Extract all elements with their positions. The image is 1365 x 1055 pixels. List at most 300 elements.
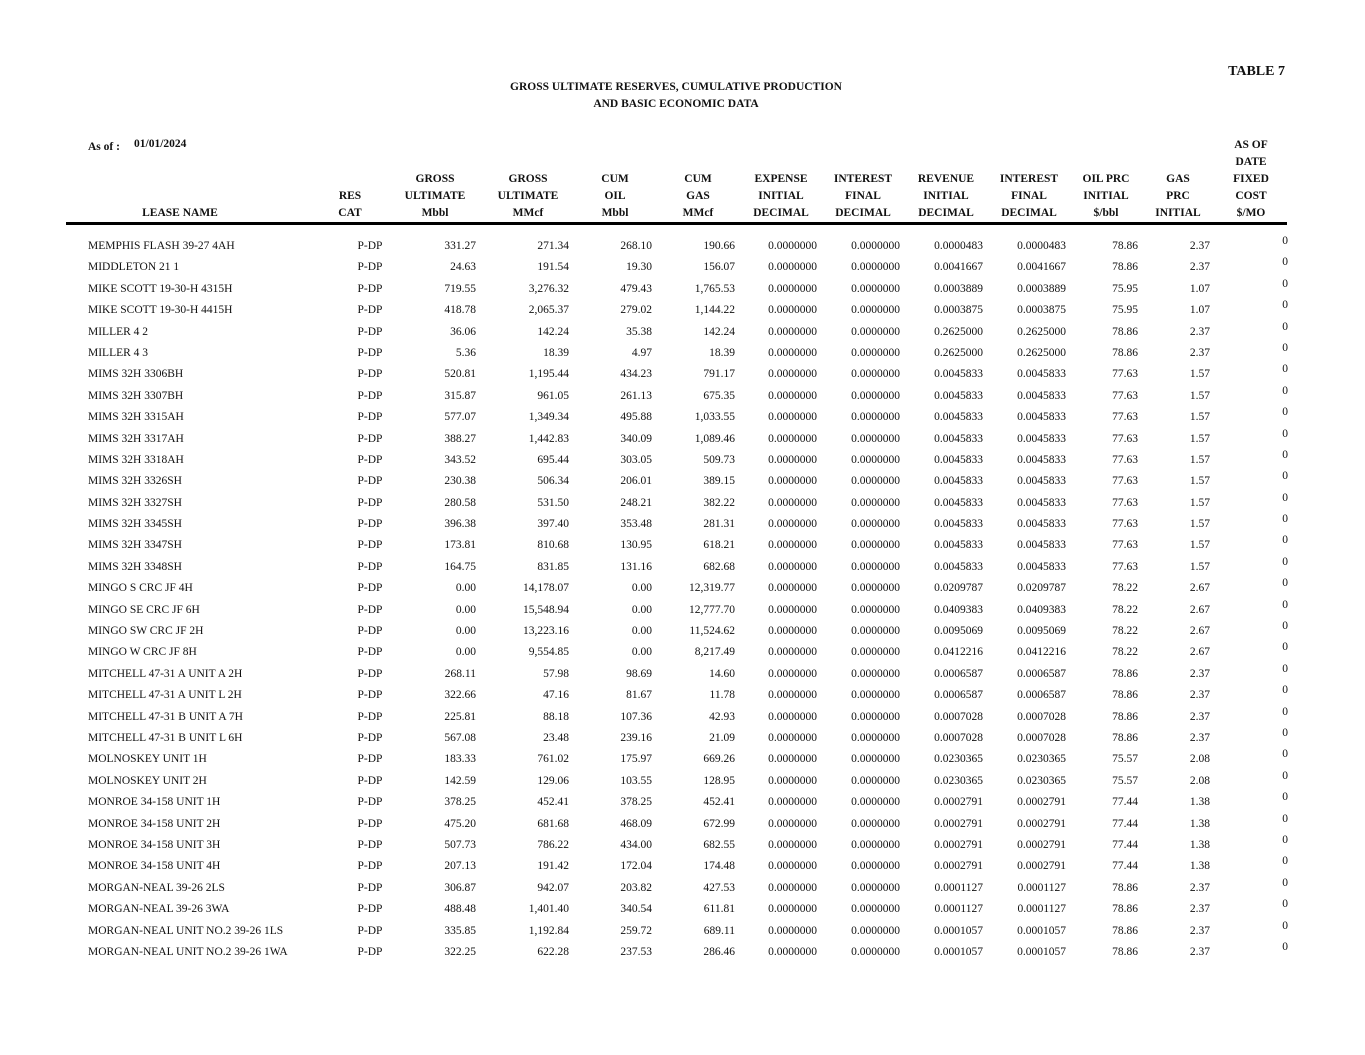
cell-gas-price: 1.57 — [1189, 432, 1210, 445]
cell-interest-final-2: 0.0045833 — [1017, 539, 1066, 552]
cell-res-cat: P-DP — [357, 368, 383, 381]
cell-gas-price: 1.07 — [1189, 304, 1210, 317]
cell-interest-final-1: 0.0000000 — [851, 796, 900, 809]
cell-cum-oil: 434.00 — [620, 838, 652, 851]
cell-interest-final-1: 0.0000000 — [851, 838, 900, 851]
cell-gross-ultimate-gas: 1,401.40 — [528, 903, 569, 916]
cell-interest-final-2: 0.0002791 — [1017, 817, 1066, 830]
cell-revenue-initial: 0.0002791 — [934, 817, 983, 830]
cell-gross-ultimate-oil: 418.78 — [444, 304, 476, 317]
cell-interest-final-1: 0.0000000 — [851, 646, 900, 659]
cell-cum-oil: 175.97 — [620, 753, 652, 766]
cell-cum-oil: 172.04 — [620, 860, 652, 873]
cell-gross-ultimate-oil: 0.00 — [455, 625, 476, 638]
header-fixed-cost: AS OF DATE FIXED COST $/MO — [1233, 139, 1269, 219]
cell-interest-final-1: 0.0000000 — [851, 881, 900, 894]
cell-gross-ultimate-gas: 191.54 — [537, 261, 569, 274]
cell-fixed-cost: 0 — [1282, 748, 1288, 761]
cell-gross-ultimate-gas: 786.22 — [537, 838, 569, 851]
cell-fixed-cost: 0 — [1282, 235, 1288, 247]
cell-expense-initial: 0.0000000 — [768, 240, 817, 252]
cell-gross-ultimate-oil: 343.52 — [444, 453, 476, 466]
cell-gas-price: 2.37 — [1189, 689, 1210, 702]
cell-gross-ultimate-oil: 315.87 — [444, 389, 476, 402]
cell-gross-ultimate-oil: 164.75 — [444, 560, 476, 573]
cell-oil-price: 78.86 — [1112, 903, 1138, 916]
cell-revenue-initial: 0.0002791 — [934, 860, 983, 873]
cell-interest-final-1: 0.0000000 — [851, 817, 900, 830]
cell-gross-ultimate-oil: 335.85 — [444, 924, 476, 937]
header-cum-gas: CUM GAS MMcf — [682, 173, 714, 219]
cell-expense-initial: 0.0000000 — [768, 817, 817, 830]
cell-lease-name: MINGO W CRC JF 8H — [88, 646, 197, 659]
header-gross-ultimate-oil: GROSS ULTIMATE Mbbl — [404, 173, 466, 219]
cell-gross-ultimate-oil: 207.13 — [444, 860, 476, 873]
cell-gas-price: 2.37 — [1189, 881, 1210, 894]
cell-interest-final-1: 0.0000000 — [851, 560, 900, 573]
cell-interest-final-2: 0.0003875 — [1017, 304, 1066, 317]
cell-interest-final-2: 0.0045833 — [1017, 496, 1066, 509]
cell-oil-price: 78.22 — [1112, 603, 1138, 616]
cell-fixed-cost: 0 — [1282, 876, 1288, 889]
cell-gas-price: 1.57 — [1189, 560, 1210, 573]
cell-oil-price: 77.44 — [1112, 796, 1138, 809]
cell-res-cat: P-DP — [357, 240, 383, 252]
cell-fixed-cost: 0 — [1282, 855, 1288, 868]
cell-revenue-initial: 0.0003889 — [934, 282, 983, 295]
cell-res-cat: P-DP — [357, 560, 383, 573]
cell-gross-ultimate-gas: 531.50 — [537, 496, 569, 509]
cell-gas-price: 2.67 — [1189, 603, 1210, 616]
cell-interest-final-2: 0.0045833 — [1017, 453, 1066, 466]
cell-gross-ultimate-gas: 506.34 — [537, 475, 569, 488]
cell-expense-initial: 0.0000000 — [768, 261, 817, 274]
cell-revenue-initial: 0.0041667 — [934, 261, 983, 274]
cell-expense-initial: 0.0000000 — [768, 903, 817, 916]
cell-res-cat: P-DP — [357, 475, 383, 488]
cell-revenue-initial: 0.0045833 — [934, 496, 983, 509]
header-gas-price: GAS PRC INITIAL — [1155, 173, 1201, 219]
cell-lease-name: MORGAN-NEAL UNIT NO.2 39-26 1WA — [88, 945, 288, 958]
cell-gross-ultimate-oil: 577.07 — [444, 411, 476, 424]
cell-revenue-initial: 0.0412216 — [934, 646, 983, 659]
cell-lease-name: MITCHELL 47-31 A UNIT A 2H — [88, 667, 243, 680]
cell-gross-ultimate-oil: 0.00 — [455, 603, 476, 616]
cell-revenue-initial: 0.0002791 — [934, 796, 983, 809]
cell-interest-final-2: 0.2625000 — [1017, 346, 1066, 359]
cell-res-cat: P-DP — [357, 432, 383, 445]
cell-res-cat: P-DP — [357, 945, 383, 958]
cell-cum-oil: 479.43 — [620, 282, 652, 295]
cell-cum-gas: 18.39 — [709, 346, 735, 359]
table-row — [0, 578, 1365, 599]
cell-interest-final-2: 0.0006587 — [1017, 689, 1066, 702]
cell-lease-name: MOLNOSKEY UNIT 2H — [88, 774, 207, 787]
cell-gross-ultimate-oil: 142.59 — [444, 774, 476, 787]
cell-gross-ultimate-gas: 452.41 — [537, 796, 569, 809]
cell-interest-final-1: 0.0000000 — [851, 539, 900, 552]
cell-interest-final-2: 0.0045833 — [1017, 560, 1066, 573]
cell-revenue-initial: 0.0230365 — [934, 774, 983, 787]
cell-interest-final-2: 0.0045833 — [1017, 411, 1066, 424]
cell-cum-gas: 128.95 — [703, 774, 735, 787]
cell-expense-initial: 0.0000000 — [768, 689, 817, 702]
cell-revenue-initial: 0.0209787 — [934, 582, 983, 595]
cell-gas-price: 2.67 — [1189, 625, 1210, 638]
cell-gas-price: 2.37 — [1189, 667, 1210, 680]
header-interest-final-2: INTEREST FINAL DECIMAL — [999, 173, 1059, 219]
cell-interest-final-2: 0.0003889 — [1017, 282, 1066, 295]
cell-oil-price: 78.86 — [1112, 710, 1138, 723]
cell-gross-ultimate-oil: 230.38 — [444, 475, 476, 488]
table-row — [0, 493, 1365, 514]
cell-oil-price: 78.86 — [1112, 240, 1138, 252]
table-row — [0, 279, 1365, 300]
cell-cum-oil: 268.10 — [620, 240, 652, 252]
cell-cum-oil: 35.38 — [626, 325, 652, 338]
cell-gross-ultimate-oil: 5.36 — [455, 346, 476, 359]
header-gross-ultimate-gas: GROSS ULTIMATE MMcf — [497, 173, 559, 219]
cell-fixed-cost: 0 — [1282, 833, 1288, 846]
cell-interest-final-2: 0.0001127 — [1017, 903, 1066, 916]
cell-expense-initial: 0.0000000 — [768, 924, 817, 937]
cell-lease-name: MIDDLETON 21 1 — [88, 261, 180, 274]
cell-cum-gas: 174.48 — [703, 860, 735, 873]
table-row — [0, 942, 1365, 963]
cell-gas-price: 1.07 — [1189, 282, 1210, 295]
cell-gross-ultimate-oil: 306.87 — [444, 881, 476, 894]
cell-revenue-initial: 0.0045833 — [934, 411, 983, 424]
cell-gas-price: 1.57 — [1189, 539, 1210, 552]
cell-cum-gas: 669.26 — [703, 753, 735, 766]
cell-expense-initial: 0.0000000 — [768, 389, 817, 402]
cell-cum-oil: 203.82 — [620, 881, 652, 894]
cell-gross-ultimate-gas: 1,349.34 — [528, 411, 569, 424]
cell-oil-price: 78.22 — [1112, 646, 1138, 659]
cell-res-cat: P-DP — [357, 325, 383, 338]
cell-fixed-cost: 0 — [1282, 470, 1288, 483]
cell-interest-final-1: 0.0000000 — [851, 496, 900, 509]
cell-cum-oil: 259.72 — [620, 924, 652, 937]
cell-cum-gas: 675.35 — [703, 389, 735, 402]
table-row — [0, 664, 1365, 685]
cell-cum-gas: 1,144.22 — [694, 304, 735, 317]
cell-fixed-cost: 0 — [1282, 299, 1288, 312]
cell-expense-initial: 0.0000000 — [768, 560, 817, 573]
cell-cum-oil: 237.53 — [620, 945, 652, 958]
table-row — [0, 300, 1365, 321]
table-row — [0, 642, 1365, 663]
cell-oil-price: 77.63 — [1112, 432, 1138, 445]
cell-expense-initial: 0.0000000 — [768, 881, 817, 894]
cell-res-cat: P-DP — [357, 496, 383, 509]
cell-cum-gas: 286.46 — [703, 945, 735, 958]
cell-res-cat: P-DP — [357, 924, 383, 937]
cell-fixed-cost: 0 — [1282, 277, 1288, 290]
cell-fixed-cost: 0 — [1282, 791, 1288, 804]
cell-res-cat: P-DP — [357, 646, 383, 659]
cell-cum-oil: 4.97 — [631, 346, 652, 359]
cell-cum-gas: 611.81 — [703, 903, 735, 916]
cell-fixed-cost: 0 — [1282, 598, 1288, 611]
cell-cum-oil: 131.16 — [620, 560, 652, 573]
cell-gross-ultimate-oil: 183.33 — [444, 753, 476, 766]
cell-interest-final-1: 0.0000000 — [851, 903, 900, 916]
cell-oil-price: 77.44 — [1112, 860, 1138, 873]
cell-cum-gas: 14.60 — [709, 667, 735, 680]
cell-expense-initial: 0.0000000 — [768, 603, 817, 616]
cell-gas-price: 2.37 — [1189, 325, 1210, 338]
cell-fixed-cost: 0 — [1282, 513, 1288, 526]
cell-revenue-initial: 0.0001127 — [934, 881, 983, 894]
as-of-label: As of : — [88, 141, 120, 153]
cell-interest-final-1: 0.0000000 — [851, 667, 900, 680]
cell-oil-price: 78.86 — [1112, 731, 1138, 744]
cell-res-cat: P-DP — [357, 817, 383, 830]
cell-expense-initial: 0.0000000 — [768, 582, 817, 595]
cell-lease-name: MIMS 32H 3317AH — [88, 432, 184, 445]
cell-expense-initial: 0.0000000 — [768, 475, 817, 488]
cell-gross-ultimate-gas: 191.42 — [537, 860, 569, 873]
cell-expense-initial: 0.0000000 — [768, 646, 817, 659]
cell-gross-ultimate-gas: 47.16 — [543, 689, 569, 702]
cell-oil-price: 78.86 — [1112, 689, 1138, 702]
cell-gas-price: 1.57 — [1189, 518, 1210, 531]
cell-gross-ultimate-gas: 810.68 — [537, 539, 569, 552]
cell-res-cat: P-DP — [357, 261, 383, 274]
cell-oil-price: 78.86 — [1112, 667, 1138, 680]
cell-expense-initial: 0.0000000 — [768, 432, 817, 445]
cell-cum-gas: 190.66 — [703, 240, 735, 252]
cell-gross-ultimate-oil: 322.66 — [444, 689, 476, 702]
cell-interest-final-2: 0.0007028 — [1017, 710, 1066, 723]
cell-lease-name: MONROE 34-158 UNIT 3H — [88, 838, 221, 851]
cell-interest-final-1: 0.0000000 — [851, 389, 900, 402]
cell-lease-name: MIKE SCOTT 19-30-H 4315H — [88, 282, 233, 295]
cell-gross-ultimate-gas: 9,554.85 — [528, 646, 569, 659]
cell-oil-price: 77.63 — [1112, 518, 1138, 531]
cell-gross-ultimate-oil: 36.06 — [450, 325, 476, 338]
cell-lease-name: MONROE 34-158 UNIT 1H — [88, 796, 221, 809]
cell-oil-price: 77.63 — [1112, 411, 1138, 424]
cell-interest-final-1: 0.0000000 — [851, 411, 900, 424]
cell-lease-name: MONROE 34-158 UNIT 2H — [88, 817, 221, 830]
cell-gross-ultimate-gas: 129.06 — [537, 774, 569, 787]
cell-fixed-cost: 0 — [1282, 363, 1288, 376]
report-title-line1: GROSS ULTIMATE RESERVES, CUMULATIVE PRODUCTION — [510, 81, 842, 93]
cell-revenue-initial: 0.0045833 — [934, 389, 983, 402]
cell-cum-oil: 98.69 — [626, 667, 652, 680]
cell-interest-final-1: 0.0000000 — [851, 774, 900, 787]
cell-gross-ultimate-gas: 1,195.44 — [528, 368, 569, 381]
cell-interest-final-2: 0.0041667 — [1017, 261, 1066, 274]
table-row — [0, 364, 1365, 385]
cell-lease-name: MONROE 34-158 UNIT 4H — [88, 860, 221, 873]
cell-cum-gas: 452.41 — [703, 796, 735, 809]
cell-interest-final-2: 0.0045833 — [1017, 518, 1066, 531]
cell-lease-name: MIMS 32H 3347SH — [88, 539, 182, 552]
cell-interest-final-1: 0.0000000 — [851, 731, 900, 744]
table-row — [0, 322, 1365, 343]
cell-interest-final-1: 0.0000000 — [851, 518, 900, 531]
cell-cum-oil: 261.13 — [620, 389, 652, 402]
cell-gas-price: 2.37 — [1189, 346, 1210, 359]
cell-gross-ultimate-gas: 15,548.94 — [523, 603, 569, 616]
cell-interest-final-2: 0.0007028 — [1017, 731, 1066, 744]
cell-interest-final-1: 0.0000000 — [851, 753, 900, 766]
cell-cum-gas: 156.07 — [703, 261, 735, 274]
cell-interest-final-1: 0.0000000 — [851, 453, 900, 466]
cell-cum-gas: 12,777.70 — [689, 603, 735, 616]
cell-oil-price: 77.63 — [1112, 368, 1138, 381]
cell-res-cat: P-DP — [357, 582, 383, 595]
cell-oil-price: 75.57 — [1112, 753, 1138, 766]
header-oil-price: OIL PRC INITIAL $/bbl — [1082, 173, 1130, 219]
cell-fixed-cost: 0 — [1282, 534, 1288, 547]
cell-cum-gas: 21.09 — [709, 731, 735, 744]
cell-gross-ultimate-oil: 173.81 — [444, 539, 476, 552]
header-interest-final-1: INTEREST FINAL DECIMAL — [833, 173, 893, 219]
cell-interest-final-2: 0.0002791 — [1017, 838, 1066, 851]
cell-cum-oil: 303.05 — [620, 453, 652, 466]
cell-revenue-initial: 0.0045833 — [934, 560, 983, 573]
cell-res-cat: P-DP — [357, 518, 383, 531]
cell-gross-ultimate-gas: 57.98 — [543, 667, 569, 680]
cell-cum-gas: 42.93 — [709, 710, 735, 723]
cell-lease-name: MIMS 32H 3306BH — [88, 368, 184, 381]
table-row — [0, 450, 1365, 471]
cell-oil-price: 77.44 — [1112, 838, 1138, 851]
table-row — [0, 728, 1365, 749]
cell-expense-initial: 0.0000000 — [768, 731, 817, 744]
cell-gas-price: 2.37 — [1189, 945, 1210, 958]
cell-fixed-cost: 0 — [1282, 320, 1288, 333]
cell-gas-price: 2.37 — [1189, 261, 1210, 274]
cell-gross-ultimate-oil: 507.73 — [444, 838, 476, 851]
cell-oil-price: 75.95 — [1112, 304, 1138, 317]
cell-gross-ultimate-oil: 719.55 — [444, 282, 476, 295]
table-row — [0, 878, 1365, 899]
cell-expense-initial: 0.0000000 — [768, 625, 817, 638]
cell-revenue-initial: 0.0006587 — [934, 667, 983, 680]
cell-gas-price: 1.38 — [1189, 817, 1210, 830]
cell-gas-price: 1.57 — [1189, 496, 1210, 509]
cell-res-cat: P-DP — [357, 689, 383, 702]
table-body — [0, 236, 1365, 963]
cell-res-cat: P-DP — [357, 282, 383, 295]
cell-cum-gas: 1,089.46 — [694, 432, 735, 445]
cell-fixed-cost: 0 — [1282, 620, 1288, 633]
cell-gross-ultimate-gas: 23.48 — [543, 731, 569, 744]
cell-interest-final-2: 0.0002791 — [1017, 796, 1066, 809]
cell-interest-final-1: 0.0000000 — [851, 689, 900, 702]
table-row — [0, 835, 1365, 856]
report-title-line2: AND BASIC ECONOMIC DATA — [593, 98, 759, 110]
cell-cum-gas: 1,765.53 — [694, 282, 735, 295]
table-row — [0, 429, 1365, 450]
cell-cum-oil: 248.21 — [620, 496, 652, 509]
cell-res-cat: P-DP — [357, 603, 383, 616]
cell-cum-oil: 0.00 — [631, 603, 652, 616]
cell-interest-final-2: 0.0412216 — [1017, 646, 1066, 659]
cell-expense-initial: 0.0000000 — [768, 368, 817, 381]
cell-expense-initial: 0.0000000 — [768, 304, 817, 317]
cell-gas-price: 1.57 — [1189, 368, 1210, 381]
cell-expense-initial: 0.0000000 — [768, 518, 817, 531]
cell-lease-name: MITCHELL 47-31 B UNIT L 6H — [88, 731, 243, 744]
cell-fixed-cost: 0 — [1282, 341, 1288, 354]
cell-gas-price: 1.38 — [1189, 860, 1210, 873]
cell-lease-name: MITCHELL 47-31 A UNIT L 2H — [88, 689, 242, 702]
cell-lease-name: MINGO SW CRC JF 2H — [88, 625, 204, 638]
cell-gross-ultimate-gas: 622.28 — [537, 945, 569, 958]
cell-gross-ultimate-gas: 88.18 — [543, 710, 569, 723]
cell-lease-name: MILLER 4 2 — [88, 325, 149, 338]
cell-fixed-cost: 0 — [1282, 940, 1288, 953]
cell-fixed-cost: 0 — [1282, 726, 1288, 739]
as-of-date: 01/01/2024 — [134, 138, 187, 150]
cell-interest-final-1: 0.0000000 — [851, 432, 900, 445]
cell-gross-ultimate-oil: 322.25 — [444, 945, 476, 958]
cell-lease-name: MILLER 4 3 — [88, 346, 149, 359]
table-row — [0, 514, 1365, 535]
cell-gross-ultimate-gas: 681.68 — [537, 817, 569, 830]
cell-oil-price: 78.22 — [1112, 582, 1138, 595]
cell-interest-final-2: 0.0045833 — [1017, 475, 1066, 488]
cell-revenue-initial: 0.0045833 — [934, 432, 983, 445]
cell-interest-final-2: 0.0001057 — [1017, 924, 1066, 937]
cell-cum-gas: 618.21 — [703, 539, 735, 552]
cell-cum-oil: 19.30 — [626, 261, 652, 274]
cell-cum-gas: 12,319.77 — [689, 582, 735, 595]
cell-fixed-cost: 0 — [1282, 491, 1288, 504]
cell-gas-price: 1.38 — [1189, 796, 1210, 809]
cell-gross-ultimate-oil: 378.25 — [444, 796, 476, 809]
table-row — [0, 557, 1365, 578]
cell-cum-oil: 130.95 — [620, 539, 652, 552]
cell-gas-price: 1.57 — [1189, 411, 1210, 424]
cell-res-cat: P-DP — [357, 453, 383, 466]
cell-expense-initial: 0.0000000 — [768, 667, 817, 680]
cell-fixed-cost: 0 — [1282, 427, 1288, 440]
header-cum-oil: CUM OIL Mbbl — [601, 173, 629, 219]
cell-oil-price: 77.63 — [1112, 496, 1138, 509]
cell-lease-name: MINGO S CRC JF 4H — [88, 582, 193, 595]
cell-cum-gas: 509.73 — [703, 453, 735, 466]
cell-lease-name: MORGAN-NEAL UNIT NO.2 39-26 1LS — [88, 924, 284, 937]
cell-revenue-initial: 0.0001057 — [934, 945, 983, 958]
cell-interest-final-1: 0.0000000 — [851, 945, 900, 958]
cell-revenue-initial: 0.0045833 — [934, 518, 983, 531]
cell-res-cat: P-DP — [357, 389, 383, 402]
cell-gross-ultimate-gas: 761.02 — [537, 753, 569, 766]
table-number: TABLE 7 — [1228, 64, 1285, 79]
cell-revenue-initial: 0.0095069 — [934, 625, 983, 638]
cell-lease-name: MIMS 32H 3345SH — [88, 518, 182, 531]
cell-oil-price: 77.63 — [1112, 475, 1138, 488]
cell-interest-final-1: 0.0000000 — [851, 625, 900, 638]
cell-gross-ultimate-gas: 142.24 — [537, 325, 569, 338]
table-row — [0, 407, 1365, 428]
cell-interest-final-2: 0.0045833 — [1017, 432, 1066, 445]
cell-res-cat: P-DP — [357, 838, 383, 851]
cell-cum-oil: 340.09 — [620, 432, 652, 445]
cell-gas-price: 2.67 — [1189, 582, 1210, 595]
cell-oil-price: 78.86 — [1112, 924, 1138, 937]
cell-interest-final-2: 0.0409383 — [1017, 603, 1066, 616]
cell-oil-price: 77.63 — [1112, 453, 1138, 466]
cell-revenue-initial: 0.0007028 — [934, 731, 983, 744]
